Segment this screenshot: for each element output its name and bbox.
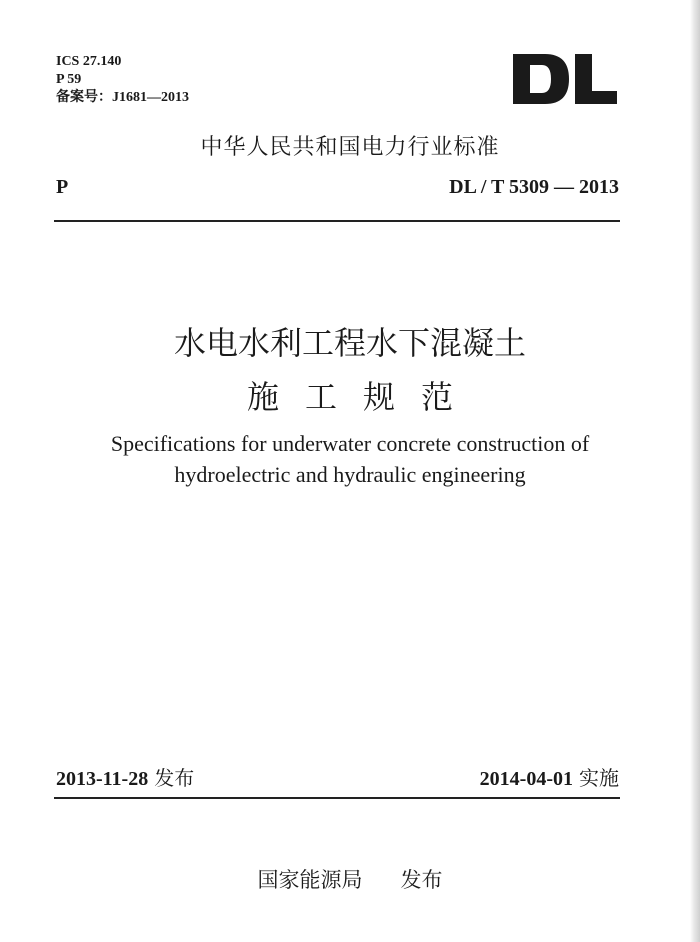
- issue-date: 2013-11-28: [56, 768, 149, 790]
- top-divider: [54, 220, 620, 222]
- category-letter: P: [56, 176, 69, 198]
- dl-logo-l: [575, 54, 617, 104]
- implementation-date: 2014-04-01: [479, 768, 573, 790]
- bottom-divider: [54, 797, 620, 799]
- class-code: P 59: [56, 72, 82, 87]
- standard-number: DL / T 5309 — 2013: [449, 176, 619, 198]
- issue-date-line: [56, 762, 194, 791]
- title-chinese-line2: 施工规范: [246, 378, 479, 416]
- publisher-name: 国家能源局: [257, 868, 363, 892]
- implementation-label: 实施: [579, 766, 619, 790]
- ics-code: ICS 27.140: [56, 54, 122, 69]
- implementation-date-line: [480, 762, 619, 791]
- issue-label: 发布: [154, 766, 195, 790]
- title-english-line1: Specifications for underwater concrete construction of: [110, 431, 590, 456]
- meta-block: [56, 53, 189, 107]
- publisher-line: [0, 864, 700, 894]
- title-english-line2: hydroelectric and hydraulic engineering: [174, 462, 526, 487]
- publisher-label: 发布: [400, 868, 443, 892]
- title-english: [0, 428, 700, 490]
- issuer-title: 中华人民共和国电力行业标准: [200, 135, 500, 160]
- dl-logo: [511, 52, 619, 106]
- record-number: 备案号：J1681—2013: [56, 90, 189, 105]
- title-chinese-line1: 水电水利工程水下混凝土: [173, 324, 526, 362]
- dl-logo-d: [513, 54, 569, 104]
